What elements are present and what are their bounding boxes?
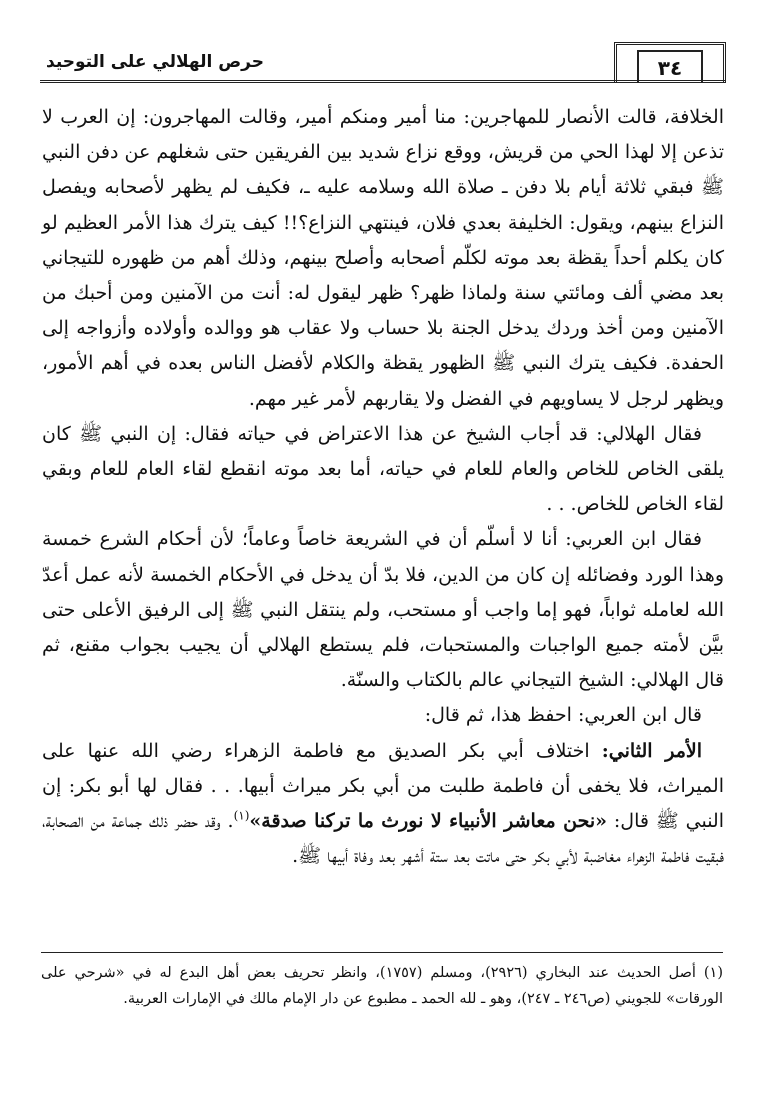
footnote-reference: (١) (233, 808, 250, 823)
running-title: حرص الهلالي على التوحيد (46, 52, 264, 72)
footnote (41, 960, 723, 1012)
page-number: ٣٤ (637, 50, 703, 82)
footnote-1: (١) أصل الحديث عند البخاري (٢٩٢٦)، ومسلم (١٧٥٧)، وانظر تحريف بعض أهل البدع له في «شرحي على الورقات» للجويني (ص٢٤٦ ـ ٢٤٧)، وهو ـ لله الحمد ـ مطبوع عن دار الإمام مالك في الإمارات العربية. (41, 965, 723, 1007)
footnote-rule (41, 952, 723, 953)
paragraph-1: الخلافة، قالت الأنصار للمهاجرين: منا أمير ومنكم أمير، وقالت المهاجرون: إن العرب لا تذعن إلا لهذا الحي من قريش، ووقع نزاع شديد بين الفريقين حتى شغلهم عن دفن النبي ﷺ فبقي ثلاثة أيام بلا دفن ـ صلاة الله وسلامه عليه ـ، فكيف لم يظهر لأصحابه ويفصل النزاع بينهم، ويقول: الخليفة بعدي فلان، فينتهي النزاع؟!! كيف يترك هذا الأمر العظيم لو كان يكلم أحداً يقظة بعد موته لكلّم أصحابه وأصلح بينهم، وذلك أهم من ظهوره للتيجاني بعد مضي ألف ومائتي سنة ولماذا ظهر؟ ظهر ليقول له: أنت من الآمنين ومن أحبك من الآمنين ومن أخذ وردك يدخل الجنة بلا حساب ولا عقاب هو ووالده وأولاده وأزواجه إلى الحفدة. فكيف يترك النبي ﷺ الظهور يقظة والكلام لأفضل الناس بعده في أهم الأمور، ويظهر لرجل لا يساويهم في الفضل ولا يقاربهم لأمر غير مهم. (42, 106, 724, 410)
page-header (40, 42, 726, 86)
paragraph-2: فقال الهلالي: قد أجاب الشيخ عن هذا الاعتراض في حياته فقال: إن النبي ﷺ كان يلقى الخاص للخاص والعام للعام في حياته، أما بعد موته انقطع لقاء العام للعام وبقي لقاء الخاص للخاص. . . (42, 422, 724, 516)
paragraph-4: قال ابن العربي: احفظ هذا، ثم قال: (424, 704, 702, 727)
second-matter-label: الأمر الثاني: (601, 739, 702, 762)
header-rule (40, 80, 726, 83)
page-number-frame (614, 42, 726, 82)
hadith-quote: «نحن معاشر الأنبياء لا نورث ما تركنا صدقة» (249, 810, 608, 833)
paragraph-3: فقال ابن العربي: أنا لا أسلّم أن في الشريعة خاصاً وعاماً؛ لأن أحكام الشرع خمسة وهذا الورد وفضائله إن كان من الدين، فلا بدّ أن يدخل في الأحكام الخمسة لأنه عمل أعدّ الله لعامله ثواباً، فهو إما واجب أو مستحب، ولم ينتقل النبي ﷺ إلى الرفيق الأعلى حتى بيَّن لأمته جميع الواجبات والمستحبات، فلم يستطع الهلالي أن يجيب بجواب مقنع، ثم قال الهلالي: الشيخ التيجاني عالم بالكتاب والسنّة. (42, 528, 724, 692)
paragraph-5-text-b: . وقد حضر ذلك جماعة من الصحابة، فبقيت فاطمة الزهراء مغاضبة لأبي بكر حتى ماتت بعد ستة أشهر بعد وفاة أبيها ﷺ. (42, 810, 724, 868)
main-text (42, 100, 724, 874)
paragraph-5-text-a: اختلاف أبي بكر الصديق مع فاطمة الزهراء رضي الله عنها على الميراث، فلا يخفى أن فاطمة طلبت من أبي بكر ميراث أبيها. . . فقال لها أبو بكر: إن النبي ﷺ قال: (42, 739, 724, 833)
paragraph-5 (42, 734, 724, 875)
